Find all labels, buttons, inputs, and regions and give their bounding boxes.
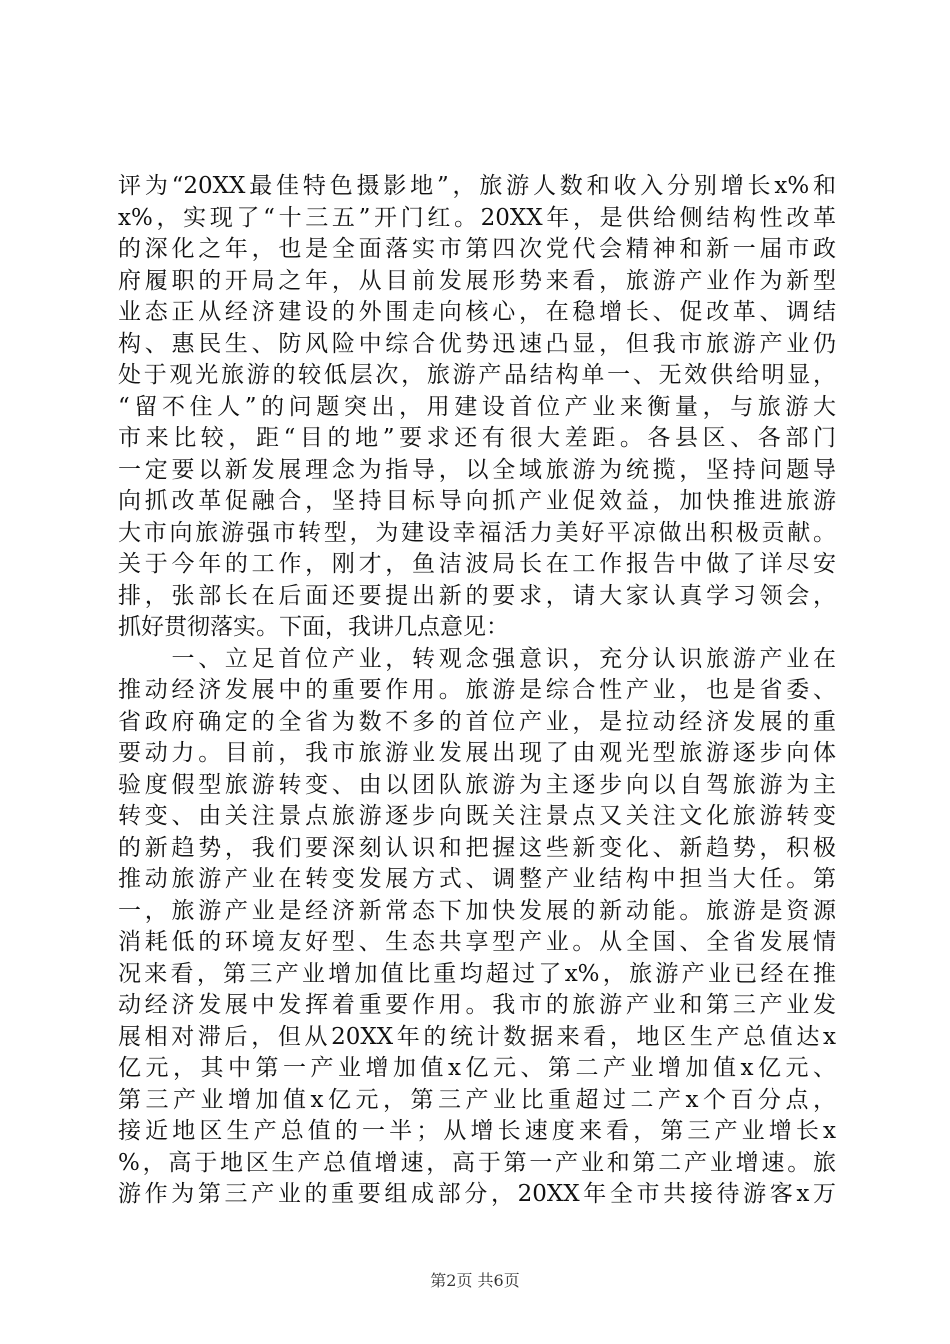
text-line: 消耗低的环境友好型、生态共享型产业。从全国、全省发展情 [118,929,836,955]
text-line: 省政府确定的全省为数不多的首位产业，是拉动经济发展的重 [118,708,836,735]
text-line: 市来比较，距“目的地”要求还有很大差距。各县区、各部门 [118,425,836,451]
text-line: 向抓改革促融合，坚持目标导向抓产业促效益，加快推进旅游 [118,488,836,514]
text-line: 况来看，第三产业增加值比重均超过了x%，旅游产业已经在推 [118,960,836,987]
text-line: 转变、由关注景点旅游逐步向既关注景点又关注文化旅游转变 [118,803,836,829]
text-line: 处于观光旅游的较低层次，旅游产品结构单一、无效供给明显， [118,362,836,388]
text-line: “留不住人”的问题突出，用建设首位产业来衡量，与旅游大 [118,393,836,420]
text-line: 的新趋势，我们要深刻认识和把握这些新变化、新趋势，积极 [118,834,836,861]
text-line: 第三产业增加值x亿元，第三产业比重超过二产x个百分点， [118,1086,836,1113]
text-line: 评为“20XX最佳特色摄影地”，旅游人数和收入分别增长x%和 [118,173,836,199]
text-line: 游作为第三产业的重要组成部分，20XX年全市共接待游客x万 [118,1181,836,1207]
text-line: 一，旅游产业是经济新常态下加快发展的新动能。旅游是资源 [118,897,836,924]
text-line: 要动力。目前，我市旅游业发展出现了由观光型旅游逐步向体 [118,740,836,766]
text-line: %，高于地区生产总值增速，高于第一产业和第二产业增速。旅 [118,1149,836,1176]
text-line: 动经济发展中发挥着重要作用。我市的旅游产业和第三产业发 [118,992,836,1018]
text-line: x%，实现了“十三五”开门红。20XX年，是供给侧结构性改革 [118,204,836,231]
text-line: 推动旅游产业在转变发展方式、调整产业结构中担当大任。第 [118,866,836,892]
text-line: 一、立足首位产业，转观念强意识，充分认识旅游产业在 [118,645,836,672]
text-line: 关于今年的工作，刚才，鱼洁波局长在工作报告中做了详尽安 [118,551,836,577]
text-line: 抓好贯彻落实。下面，我讲几点意见： [118,614,509,640]
text-line: 的深化之年，也是全面落实市第四次党代会精神和新一届市政 [118,236,836,262]
page-number-footer: 第2页 共6页 [430,1271,520,1290]
text-line: 亿元，其中第一产业增加值x亿元、第二产业增加值x亿元、 [118,1055,836,1081]
text-line: 验度假型旅游转变、由以团队旅游为主逐步向以自驾旅游为主 [118,771,836,798]
text-line: 展相对滞后，但从20XX年的统计数据来看，地区生产总值达x [118,1023,836,1050]
text-line: 业态正从经济建设的外围走向核心，在稳增长、促改革、调结 [118,299,836,325]
text-line: 一定要以新发展理念为指导，以全域旅游为统揽，坚持问题导 [118,456,836,483]
text-line: 府履职的开局之年，从目前发展形势来看，旅游产业作为新型 [118,267,836,294]
text-line: 构、惠民生、防风险中综合优势迅速凸显，但我市旅游产业仍 [118,330,836,357]
text-line: 排，张部长在后面还要提出新的要求，请大家认真学习领会， [118,582,836,609]
text-line: 推动经济发展中的重要作用。旅游是综合性产业，也是省委、 [118,677,836,703]
text-line: 大市向旅游强市转型，为建设幸福活力美好平凉做出积极贡献。 [118,519,836,546]
text-line: 接近地区生产总值的一半；从增长速度来看，第三产业增长x [118,1118,836,1144]
document-body [118,171,836,1211]
